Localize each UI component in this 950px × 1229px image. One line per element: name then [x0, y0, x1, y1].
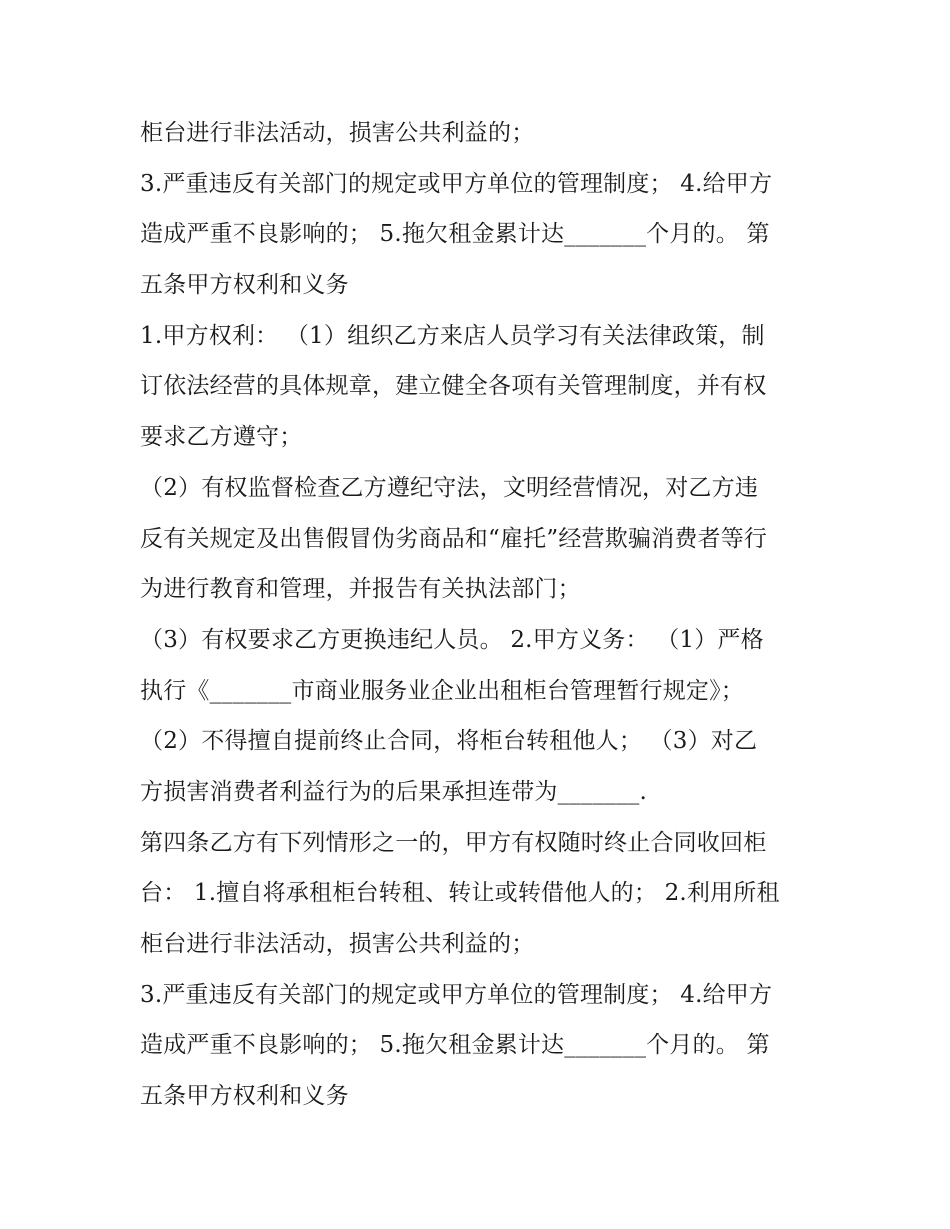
text-line: 第四条乙方有下列情形之一的，甲方有权随时终止合同收回柜	[140, 829, 767, 856]
text-line: 执行《_______市商业服务业企业出租柜台管理暂行规定》；	[140, 677, 744, 704]
text-line: 要求乙方遵守；	[140, 424, 303, 451]
text-line: 3.严重违反有关部门的规定或甲方单位的管理制度； 4.给甲方	[140, 170, 773, 197]
text-line: 五条甲方权利和义务	[140, 1083, 349, 1110]
text-line: （2）有权监督检查乙方遵纪守法，文明经营情况，对乙方违	[140, 474, 759, 501]
text-line: 柜台进行非法活动，损害公共利益的；	[140, 931, 535, 957]
text-line: 1.甲方权利： （1）组织乙方来店人员学习有关法律政策，制	[140, 322, 765, 349]
text-line: 柜台进行非法活动，损害公共利益的；	[140, 120, 535, 146]
text-line: 3.严重违反有关部门的规定或甲方单位的管理制度； 4.给甲方	[140, 981, 773, 1008]
text-line: 五条甲方权利和义务	[140, 272, 349, 299]
text-line: 造成严重不良影响的； 5.拖欠租金累计达_______个月的。 第	[140, 1032, 770, 1059]
text-line: 为进行教育和管理，并报告有关执法部门；	[140, 576, 581, 603]
text-line: 造成严重不良影响的； 5.拖欠租金累计达_______个月的。 第	[140, 221, 770, 248]
text-line: 方损害消费者利益行为的后果承担连带为_______.	[140, 778, 648, 805]
text-line: 反有关规定及出售假冒伪劣商品和“雇托”经营欺骗消费者等行	[140, 525, 768, 552]
text-line: （3）有权要求乙方更换违纪人员。 2.甲方义务： （1）严格	[140, 626, 764, 653]
text-line: （2）不得擅自提前终止合同，将柜台转租他人； （3）对乙	[140, 728, 758, 755]
text-line: 台： 1.擅自将承租柜台转租、转让或转借他人的； 2.利用所租	[140, 880, 780, 907]
document-body	[140, 108, 820, 1122]
text-line: 订依法经营的具体规章，建立健全各项有关管理制度，并有权	[140, 373, 767, 400]
